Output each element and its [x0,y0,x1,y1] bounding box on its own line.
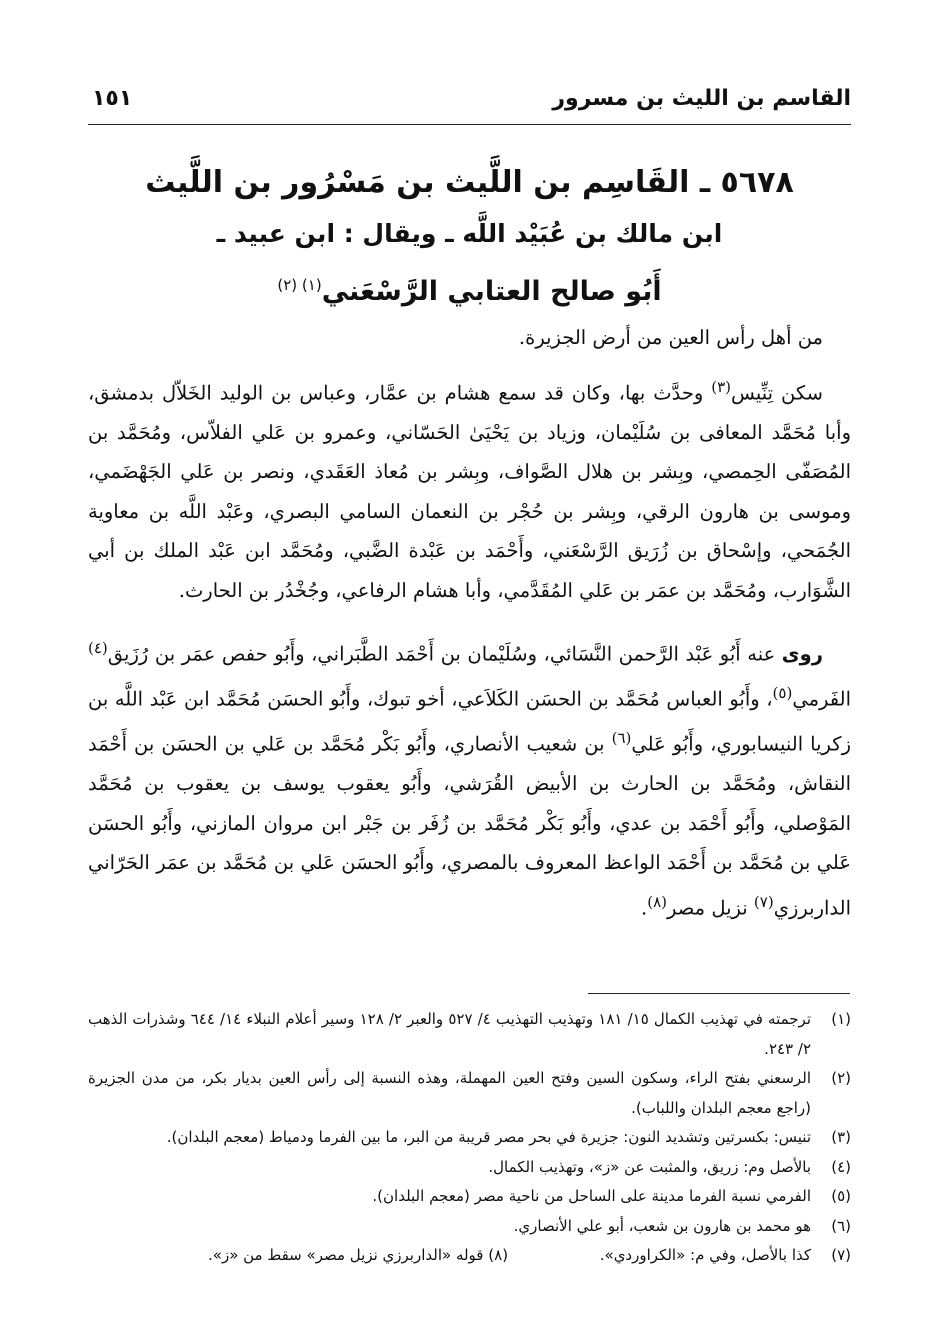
entry-lineage: ابن مالك بن عُبَيْد اللَّه ـ ويقال : ابن عبيد ـ [216,219,723,248]
footnote-2 [88,1064,851,1123]
origin-paragraph: من أهل رأس العين من أرض الجزيرة. [518,326,823,349]
entry-body [88,318,851,928]
footnote-text: الفرمي نسبة الفرما مدينة على الساحل من ناحية مصر (معجم البلدان). [372,1187,811,1205]
footnote-divider [588,993,850,994]
footnote-ref-8: (٨) [647,892,668,911]
students-text-e: نزيل مصر [667,896,754,920]
teachers-paragraph [88,368,851,611]
footnote-number: (٤) [831,1157,851,1176]
footnote-ref-4: (٤) [88,638,108,657]
teachers-text: وحدَّث بها، وكان قد سمع هشام بن عمَّار، وعباس بن الوليد الخَلاّل بدمشق، وأبا مُحَمَّد المعافى بن سُلَيْمان، وزياد بن يَحْيَىٰ الحَسّاني، وعمرو بن عَلي الفلاّس، ومُحَمَّد بن المُصَفّى الحِمصي، وبِشر بن هلال الصَّواف، وبِشر بن مُعاذ العَقَدي، ونصر بن عَلي الجَهْضَمي، وموسى بن هارون الرقي، وبِشر بن حُجْر بن النعمان السامي البصري، وعَبْد اللَّه بن معاوية الجُمَحي، وإسْحاق بن زُرَيق الرَّسْعَني، وأَحْمَد بن عَبْدة الضَّبي، ومُحَمَّد ابن عَبْد الملك بن أبي الشَّوَارب، ومُحَمَّد بن عمَر بن عَلي المُقَدَّمي، وأبا هشام الرفاعي، وجُخْدُر بن الحارث. [88,381,851,603]
footnote-ref-3: (٣) [711,377,732,396]
footnote-3 [88,1123,851,1153]
footnote-7-8-row [88,1241,851,1271]
entry-kunya-text: أَبُو صالح العتابي الرَّسْعَني [321,276,662,307]
running-title: القاسم بن الليث بن مسرور [552,86,851,111]
footnote-text: بالأصل وم: زريق، والمثبت عن «ز»، وتهذيب الكمال. [488,1157,811,1176]
footnotes [88,1005,851,1271]
entry-kunya [90,260,849,317]
footnote-number: (١) [831,1010,851,1028]
footnote-number: (٨) [488,1246,509,1264]
running-header [88,84,851,125]
students-paragraph [88,629,851,928]
footnote-number: (٦) [831,1216,851,1235]
students-text-end: . [641,896,648,920]
footnote-4 [88,1153,851,1183]
students-lead-word: روى [781,642,823,666]
footnote-8 [208,1241,508,1271]
footnote-text: هو محمد بن هارون بن شعب، أبو علي الأنصاري. [513,1216,811,1235]
footnote-7-text: كذا بالأصل، وفي م: «الكراوردي». [599,1246,811,1264]
footnote-text: تنيس: بكسرتين وتشديد النون: جزيرة في بحر مصر قريبة من البر، ما بين الفرما ودمياط (معجم البلدان). [166,1128,811,1146]
footnote-text: الرسعني بفتح الراء، وسكون السين وفتح العين المهملة، وهذه النسبة إلى رأس العين بديار بكر، من مدن الجزيرة (راجع معجم البلدان واللباب). [88,1069,811,1117]
footnote-number: (٣) [831,1128,851,1146]
footnote-ref-7: (٧) [753,892,774,911]
students-text-b: الفَرمي [792,687,851,711]
footnote-number: (٢) [831,1069,851,1087]
footnote-8-text: قوله «الداربرزي نزيل مصر» سقط من «ز». [208,1246,484,1264]
entry-heading [90,158,849,317]
footnote-ref-6: (٦) [611,728,632,747]
footnote-1 [88,1005,851,1064]
students-text-a: عنه أَبُو عَبْد الرَّحمن النَّسَائي، وسُلَيْمان بن أَحْمَد الطَّبَراني، وأَبُو حفص عمَر بن رُزَيق [107,642,782,666]
footnote-number: (٧) [831,1246,851,1264]
teachers-text-start: سكن تِنِّيس [731,381,823,405]
entry-title: ٥٦٧٨ ـ القَاسِم بن اللَّيث بن مَسْرُور بن اللَّيث [145,165,794,200]
footnote-ref-5: (٥) [772,683,793,702]
entry-footnote-refs: (١) (٢) [277,276,322,294]
students-text-d: بن شعيب الأنصاري، وأَبُو بَكْر مُحَمَّد بن عَلي بن الحسَن بن أَحْمَد النقاش، ومُحَمَّد بن الحارث بن الأبيض القُرَشي، وأَبُو يعقوب يوسف بن يعقوب بن مُحَمَّد المَوْصلي، وأَبُو أَحْمَد بن عدي، وأَبُو بَكْر مُحَمَّد بن زُفَر بن جَبْر ابن مروان المازني، وأَبُو الحسَن عَلي بن مُحَمَّد بن أَحْمَد الواعظ المعروف بالمصري، وأَبُو الحسَن عَلي بن مُحَمَّد بن عمَر الحَرّاني الداربرزي [88,732,851,920]
footnote-number: (٥) [831,1187,851,1205]
page-number: ١٥١ [92,86,133,111]
footnote-5 [88,1182,851,1212]
students-text-c: ، وأَبُو العباس مُحَمَّد بن الحسَن الكَلاَعي، أخو تبوك، وأَبُو الحسَن مُحَمَّد ابن عَبْد اللَّه بن زكريا النيسابوري، وأَبُو عَلي [88,687,851,756]
footnote-6 [88,1212,851,1242]
footnote-text: ترجمته في تهذيب الكمال ١٥/ ١٨١ وتهذيب التهذيب ٤/ ٥٢٧ والعبر ٢/ ١٢٨ وسير أعلام النبلاء ١٤/ ٦٤٤ وشذرات الذهب ٢/ ٢٤٣. [88,1010,811,1058]
